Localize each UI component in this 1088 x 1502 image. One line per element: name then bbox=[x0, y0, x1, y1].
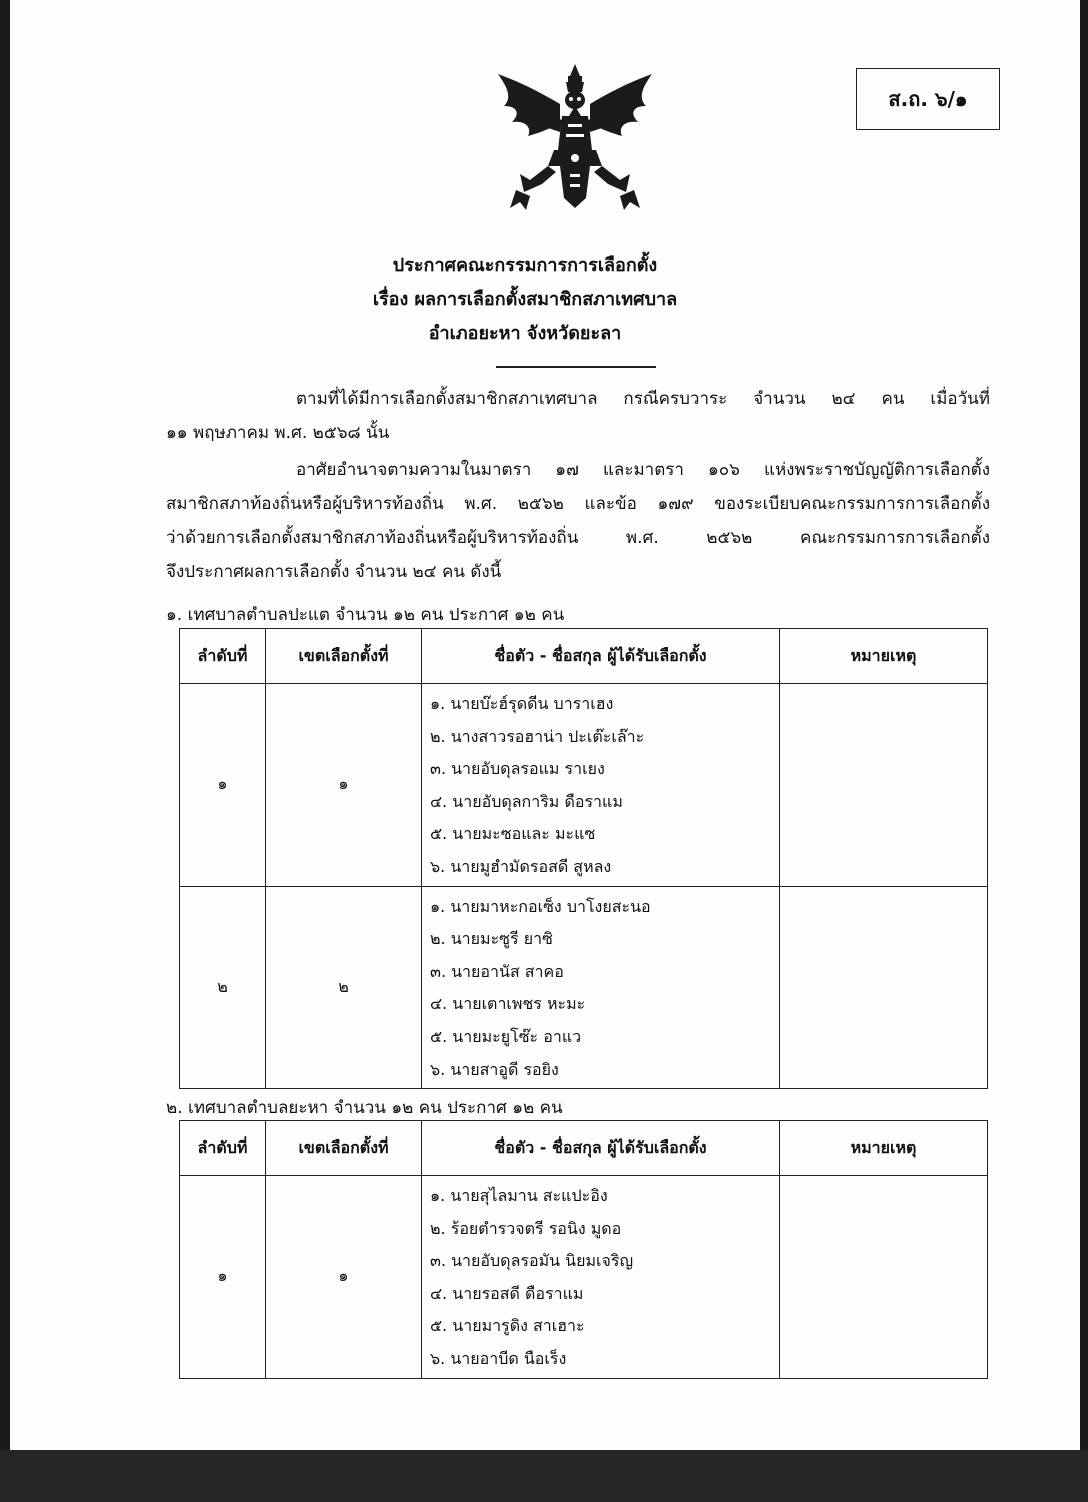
elected-name: ๒. นายมะซูรี ยาซิ bbox=[430, 929, 553, 949]
remark-cell bbox=[780, 886, 988, 1089]
column-header-district: เขตเลือกตั้งที่ bbox=[266, 1121, 422, 1176]
elected-name: ๓. นายอับดุลรอแม ราเยง bbox=[430, 759, 605, 779]
table-row bbox=[180, 886, 988, 1089]
scan-edge-right bbox=[1080, 0, 1088, 1502]
intro-line: ตามที่ได้มีการเลือกตั้งสมาชิกสภาเทศบาล กรณีครบวาระ จำนวน ๒๔ คน เมื่อวันที่ bbox=[296, 389, 990, 409]
table-row bbox=[180, 1176, 988, 1379]
authority-line: จึงประกาศผลการเลือกตั้ง จำนวน ๒๔ คน ดังนี้ bbox=[166, 562, 502, 582]
order-cell: ๑ bbox=[180, 1176, 266, 1379]
remark-cell bbox=[780, 684, 988, 887]
column-header-remark: หมายเหตุ bbox=[780, 629, 988, 684]
scan-edge-left bbox=[0, 0, 10, 1502]
scan-edge-bottom bbox=[0, 1450, 1088, 1502]
district-cell: ๑ bbox=[266, 684, 422, 887]
results-table bbox=[179, 1120, 988, 1379]
elected-name: ๕. นายมะซอและ มะแซ bbox=[430, 824, 596, 844]
elected-name: ๕. นายมารูดิง สาเฮาะ bbox=[430, 1316, 585, 1336]
elected-name: ๒. ร้อยตำรวจตรี รอนิง มูดอ bbox=[430, 1218, 622, 1238]
announcement-title: ประกาศคณะกรรมการการเลือกตั้ง bbox=[392, 255, 658, 276]
table-row bbox=[180, 684, 988, 887]
elected-name: ๓. นายอับดุลรอมัน นิยมเจริญ bbox=[430, 1251, 634, 1271]
authority-paragraph bbox=[166, 453, 990, 589]
names-cell bbox=[422, 684, 780, 887]
elected-name: ๑. นายมาหะกอเซ็ง บาโงยสะนอ bbox=[430, 896, 651, 916]
section-title: ๒. เทศบาลตำบลยะหา จำนวน ๑๒ คน ประกาศ ๑๒ คน bbox=[166, 1098, 563, 1118]
column-header-order: ลำดับที่ bbox=[180, 1121, 266, 1176]
authority-line: อาศัยอำนาจตามความในมาตรา ๑๗ และมาตรา ๑๐๖ แห่งพระราชบัญญัติการเลือกตั้ง bbox=[296, 460, 990, 480]
elected-name: ๓. นายอานัส สาคอ bbox=[430, 961, 564, 981]
intro-paragraph bbox=[166, 382, 990, 450]
elected-name: ๔. นายรอสดี ดือราแม bbox=[430, 1283, 584, 1303]
district-cell: ๒ bbox=[266, 886, 422, 1089]
column-header-district: เขตเลือกตั้งที่ bbox=[266, 629, 422, 684]
order-cell: ๒ bbox=[180, 886, 266, 1089]
table-header-row bbox=[180, 1121, 988, 1176]
authority-line: ว่าด้วยการเลือกตั้งสมาชิกสภาท้องถิ่นหรือผู้บริหารท้องถิ่น พ.ศ. ๒๕๖๒ คณะกรรมการการเลือกตั้ง bbox=[166, 528, 990, 548]
intro-line: ๑๑ พฤษภาคม พ.ศ. ๒๕๖๘ นั้น bbox=[166, 423, 390, 443]
elected-name: ๑. นายบ๊ะฮ์รุดดีน บาราเฮง bbox=[430, 694, 614, 713]
heading-divider bbox=[496, 366, 656, 368]
elected-name: ๖. นายสาอูดี รอยิง bbox=[430, 1059, 559, 1079]
names-cell bbox=[422, 886, 780, 1089]
elected-name: ๔. นายเตาเพชร หะมะ bbox=[430, 994, 586, 1014]
section-title: ๑. เทศบาลตำบลปะแต จำนวน ๑๒ คน ประกาศ ๑๒ คน bbox=[166, 605, 565, 625]
form-code-box: ส.ถ. ๖/๑ bbox=[856, 68, 1000, 130]
remark-cell bbox=[780, 1176, 988, 1379]
elected-name: ๒. นางสาวรอฮาน่า ปะเต๊ะเล๊าะ bbox=[430, 726, 645, 746]
column-header-remark: หมายเหตุ bbox=[780, 1121, 988, 1176]
elected-name: ๕. นายมะยูโซ๊ะ อาแว bbox=[430, 1026, 582, 1046]
column-header-order: ลำดับที่ bbox=[180, 629, 266, 684]
column-header-name: ชื่อตัว - ชื่อสกุล ผู้ได้รับเลือกตั้ง bbox=[422, 1121, 780, 1176]
names-cell bbox=[422, 1176, 780, 1379]
column-header-name: ชื่อตัว - ชื่อสกุล ผู้ได้รับเลือกตั้ง bbox=[422, 629, 780, 684]
results-table bbox=[179, 628, 988, 1089]
elected-name: ๑. นายสุไลมาน สะแปะอิง bbox=[430, 1186, 608, 1205]
table-header-row bbox=[180, 629, 988, 684]
announcement-location: อำเภอยะหา จังหวัดยะลา bbox=[428, 323, 622, 344]
authority-line: สมาชิกสภาท้องถิ่นหรือผู้บริหารท้องถิ่น พ.ศ. ๒๕๖๒ และข้อ ๑๗๙ ของระเบียบคณะกรรมการการเลือกตั้ง bbox=[166, 494, 990, 514]
garuda-emblem-icon bbox=[490, 62, 660, 212]
elected-name: ๖. นายมูฮำมัดรอสดี สูหลง bbox=[430, 856, 612, 876]
elected-name: ๔. นายอับดุลการิม ดือราแม bbox=[430, 791, 623, 811]
order-cell: ๑ bbox=[180, 684, 266, 887]
elected-name: ๖. นายอาบีด นือเร็ง bbox=[430, 1348, 567, 1368]
district-cell: ๑ bbox=[266, 1176, 422, 1379]
announcement-subject: เรื่อง ผลการเลือกตั้งสมาชิกสภาเทศบาล bbox=[372, 289, 678, 310]
